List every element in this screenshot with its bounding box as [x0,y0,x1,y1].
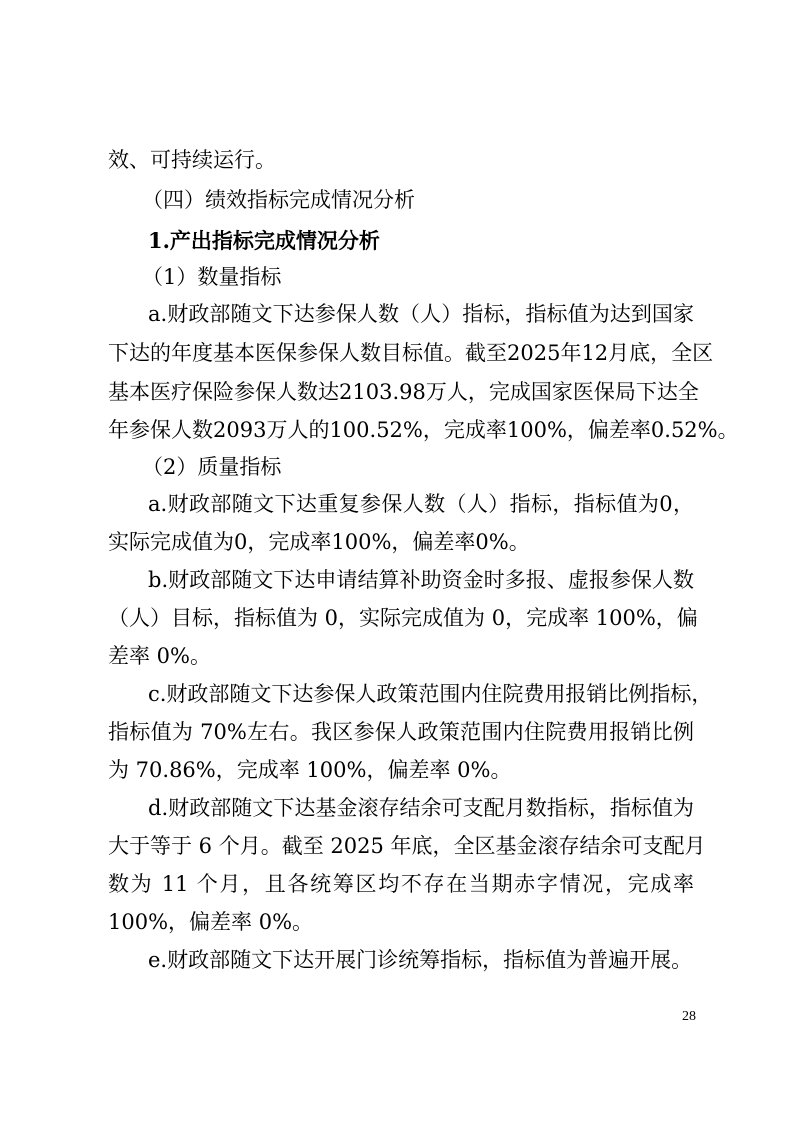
page-number: 28 [682,1009,696,1024]
paragraph-line: 年参保人数2093万人的100.52%，完成率100%，偏差率0.52%。 [108,418,739,442]
item-heading: （2）质量指标 [142,455,282,479]
paragraph-line: 下达的年度基本医保参保人数目标值。截至2025年12月底，全区 [108,341,714,365]
paragraph-line: b.财政部随文下达申请结算补助资金时多报、虚报参保人数 [148,568,694,592]
paragraph-line: 实际完成值为0，完成率100%，偏差率0%。 [108,530,530,554]
paragraph-line: 基本医疗保险参保人数达2103.98万人，完成国家医保局下达全 [108,380,699,404]
paragraph-line: c.财政部随文下达参保人政策范围内住院费用报销比例指标， [148,682,713,706]
paragraph-line: d.财政部随文下达基金滚存结余可支配月数指标，指标值为 [148,796,694,820]
paragraph-line: 100%，偏差率 0%。 [108,910,314,934]
paragraph-line: 为 70.86%，完成率 100%，偏差率 0%。 [108,758,512,782]
paragraph-line: 效、可持续运行。 [108,148,276,172]
paragraph-line: a.财政部随文下达参保人数（人）指标，指标值为达到国家 [148,302,694,326]
paragraph-line: 差率 0%。 [108,644,211,668]
paragraph-line: 大于等于 6 个月。截至 2025 年底，全区基金滚存结余可支配月 [108,834,706,858]
paragraph-line: 指标值为 70%左右。我区参保人政策范围内住院费用报销比例 [108,720,694,744]
subsection-heading: 1.产出指标完成情况分析 [148,228,380,253]
paragraph-line: 数为 11 个月，且各统筹区均不存在当期赤字情况，完成率 [108,872,694,896]
paragraph-line: a.财政部随文下达重复参保人数（人）指标，指标值为0， [148,492,694,516]
paragraph-line: e.财政部随文下达开展门诊统筹指标，指标值为普遍开展。 [148,948,693,972]
item-heading: （1）数量指标 [142,265,282,289]
section-heading: （四）绩效指标完成情况分析 [142,188,415,212]
paragraph-line: （人）目标，指标值为 0，实际完成值为 0，完成率 100%，偏 [108,606,698,630]
